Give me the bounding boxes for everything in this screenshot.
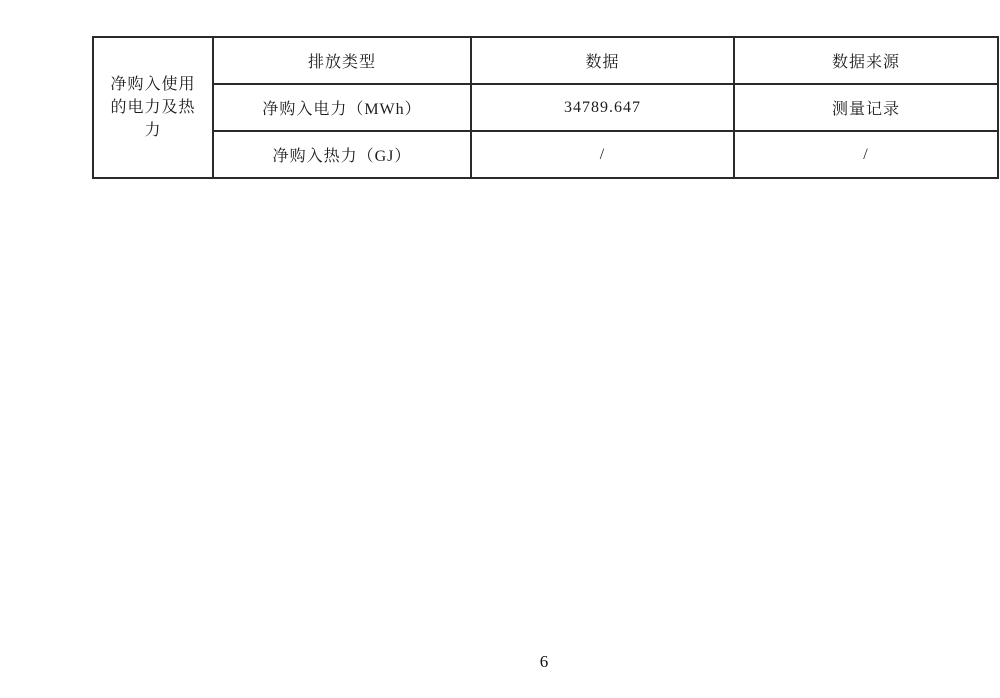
page-number: 6 — [539, 652, 549, 671]
cell-heat-value: / — [471, 131, 734, 178]
cell-electricity-type: 净购入电力（MWh） — [213, 84, 471, 131]
table-row-heat — [93, 131, 998, 178]
table-row-electricity — [93, 84, 998, 131]
emissions-table — [92, 36, 999, 179]
cell-heat-type: 净购入热力（GJ） — [213, 131, 471, 178]
cell-electricity-value: 34789.647 — [471, 84, 734, 131]
cell-heat-source: / — [734, 131, 998, 178]
header-emission-type: 排放类型 — [213, 37, 471, 84]
header-data-source: 数据来源 — [734, 37, 998, 84]
header-data: 数据 — [471, 37, 734, 84]
cell-electricity-source: 测量记录 — [734, 84, 998, 131]
table-header-row — [93, 37, 998, 84]
row-group-label-cell: 净购入使用的电力及热力 — [93, 37, 213, 178]
